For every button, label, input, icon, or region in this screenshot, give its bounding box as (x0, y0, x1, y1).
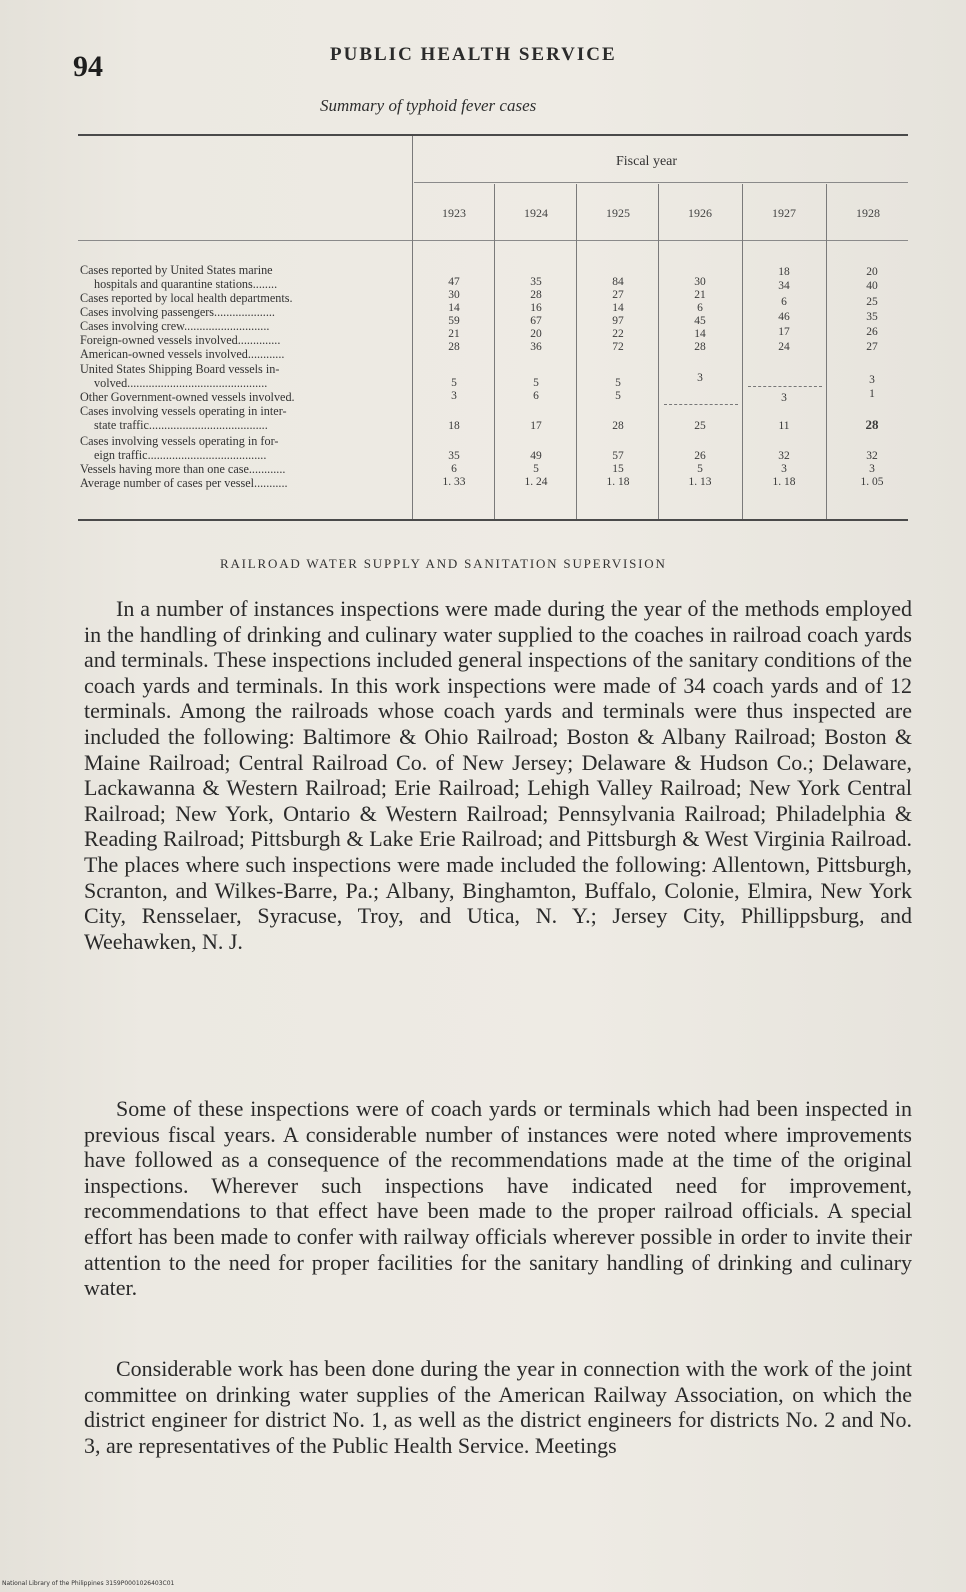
row-label: American-owned vessels involved............ (80, 347, 285, 361)
table-cell: 6 (533, 390, 539, 402)
table-cell: 1. 33 (442, 476, 466, 488)
column-divider (658, 184, 659, 519)
table-bottom-rule (78, 519, 908, 521)
table-cell: 15 (612, 463, 624, 475)
table-cell: 49 (530, 450, 542, 462)
table-cell: 59 (448, 315, 460, 327)
page-number: 94 (73, 50, 103, 83)
table-cell: 28 (530, 289, 542, 301)
table-cell: 26 (694, 450, 706, 462)
year-header: 1924 (524, 206, 548, 220)
table-cell: 5 (533, 463, 539, 475)
table-cell: 32 (778, 450, 790, 462)
table-cell: 35 (866, 311, 878, 323)
table-cell: 28 (448, 341, 460, 353)
body-paragraph: Some of these inspections were of coach yards or terminals which had been inspected in previous fiscal years. A considerable number of instances were noted where improvements have followed as a consequence of the recommendations made at the time of the original inspections. Wherever such inspections have indicated need for improvement, recommendations to that effect have been made to the proper railroad officials. A special effort has been made to confer with railway officials wherever possible in order to invite their attention to the need for proper facilities for the sanitary handling of drinking and culinary water. (84, 1096, 912, 1301)
table-cell: 20 (866, 266, 878, 278)
row-label: Other Government-owned vessels involved. (80, 390, 295, 404)
table-cell: 35 (530, 276, 542, 288)
row-label: Cases reported by local health departments. (80, 291, 293, 305)
empty-cell-dashes (748, 386, 822, 387)
table-cell: 5 (697, 463, 703, 475)
table-cell: 84 (612, 276, 624, 288)
column-divider (412, 136, 413, 519)
row-label: Foreign-owned vessels involved.............. (80, 333, 281, 347)
table-cell: 28 (694, 341, 706, 353)
table-cell: 21 (448, 328, 460, 340)
table-cell: 35 (448, 450, 460, 462)
table-cell: 30 (448, 289, 460, 301)
table-cell: 5 (451, 377, 457, 389)
table-top-rule (78, 134, 908, 136)
scan-watermark: National Library of the Philippines 3159P0001026403C01 (2, 1580, 175, 1587)
table-title: Summary of typhoid fever cases (320, 96, 537, 115)
row-label: Average number of cases per vessel........... (80, 476, 288, 490)
table-cell: 18 (448, 420, 460, 432)
header-rule-2 (78, 240, 908, 241)
table-cell: 14 (612, 302, 624, 314)
table-cell: 3 (869, 374, 875, 386)
table-cell: 30 (694, 276, 706, 288)
table-cell: 3 (869, 463, 875, 475)
table-cell: 97 (612, 315, 624, 327)
year-header: 1928 (856, 206, 880, 220)
table-cell: 22 (612, 328, 624, 340)
table-cell: 67 (530, 315, 542, 327)
table-cell: 25 (866, 296, 878, 308)
table-cell: 20 (530, 328, 542, 340)
table-cell: 14 (448, 302, 460, 314)
table-cell: 5 (615, 390, 621, 402)
section-heading: RAILROAD WATER SUPPLY AND SANITATION SUPERVISION (220, 556, 667, 571)
table-cell: 5 (615, 377, 621, 389)
body-paragraph: In a number of instances inspections were made during the year of the methods employed in the handling of drinking and culinary water supplied to the coaches in railroad coach yards and terminals. These inspections included general inspections of the sanitary conditions of the coach yards and terminals. In this work inspections were made of 34 coach yards and of 12 terminals. Among the railroads whose coach yards and terminals were thus inspected are included the following: Baltimore & Ohio Railroad; Boston & Albany Railroad; Boston & Maine Railroad; Central Railroad Co. of New Jersey; Delaware & Hudson Co.; Delaware, Lackawanna & Western Railroad; Erie Railroad; Lehigh Valley Railroad; New York Central Railroad; New York, Ontario & Western Railroad; Pennsylvania Railroad; Philadelphia & Reading Railroad; Pittsburgh & Lake Erie Railroad; and Pittsburgh & West Virginia Railroad. The places where such inspections were made included the following: Allentown, Pittsburgh, Scranton, and Wilkes-Barre, Pa.; Albany, Binghamton, Buffalo, Colonie, Elmira, New York City, Rensselaer, Syracuse, Troy, and Utica, N. Y.; Jersey City, Phillippsburg, and Weehawken, N. J. (84, 596, 912, 954)
table-cell: 3 (451, 390, 457, 402)
table-cell: 1. 18 (772, 476, 796, 488)
year-header: 1926 (688, 206, 712, 220)
table-cell: 72 (612, 341, 624, 353)
table-cell: 46 (778, 311, 790, 323)
table-cell: 45 (694, 315, 706, 327)
table-cell: 34 (778, 280, 790, 292)
column-divider (742, 184, 743, 519)
column-divider (576, 184, 577, 519)
table-cell: 6 (697, 302, 703, 314)
body-paragraph: Considerable work has been done during the year in connection with the work of the joint committee on drinking water supplies of the American Railway Association, on which the district engineer for district No. 1, as well as the district engineers for districts No. 2 and No. 3, are representatives of the Public Health Service. Meetings (84, 1356, 912, 1458)
table-cell: 26 (866, 326, 878, 338)
table-cell: 17 (778, 326, 790, 338)
table-cell: 40 (866, 280, 878, 292)
table-cell: 1. 24 (524, 476, 548, 488)
empty-cell-dashes (664, 404, 738, 405)
table-cell: 1. 18 (606, 476, 630, 488)
table-cell: 3 (781, 392, 787, 404)
row-label: Cases involving vessels operating in inter- state traffic....................................... (80, 404, 287, 432)
table-cell: 17 (530, 420, 542, 432)
table-cell: 18 (778, 266, 790, 278)
table-cell: 32 (866, 450, 878, 462)
row-label: Vessels having more than one case............ (80, 462, 286, 476)
table-cell: 1 (869, 388, 875, 400)
table-cell: 1. 05 (860, 476, 884, 488)
running-head: PUBLIC HEALTH SERVICE (330, 44, 617, 65)
table-cell: 28 (865, 417, 879, 432)
row-label: Cases reported by United States marine hospitals and quarantine stations........ (80, 263, 278, 291)
table-cell: 16 (530, 302, 542, 314)
table-cell: 3 (697, 372, 703, 384)
table-cell: 47 (448, 276, 460, 288)
table-cell: 24 (778, 341, 790, 353)
column-divider (826, 184, 827, 519)
table-cell: 3 (781, 463, 787, 475)
header-rule-1 (414, 182, 908, 183)
table-cell: 6 (781, 296, 787, 308)
table-cell: 25 (694, 420, 706, 432)
column-divider (494, 184, 495, 519)
table-cell: 57 (612, 450, 624, 462)
table-cell: 36 (530, 341, 542, 353)
table-cell: 27 (612, 289, 624, 301)
table-cell: 5 (533, 377, 539, 389)
year-header: 1927 (772, 206, 796, 220)
table-cell: 11 (778, 420, 790, 432)
fiscal-year-header: Fiscal year (616, 154, 678, 169)
table-cell: 27 (866, 341, 878, 353)
table-cell: 14 (694, 328, 706, 340)
row-label: United States Shipping Board vessels in- volved.............................................. (80, 362, 280, 390)
row-label: Cases involving crew............................ (80, 319, 270, 333)
year-header: 1923 (442, 206, 466, 220)
row-label: Cases involving passengers.................... (80, 305, 275, 319)
table-cell: 6 (451, 463, 457, 475)
year-header: 1925 (606, 206, 630, 220)
table-cell: 21 (694, 289, 706, 301)
row-label: Cases involving vessels operating in for- eign traffic....................................... (80, 434, 279, 462)
table-cell: 28 (612, 420, 624, 432)
table-cell: 1. 13 (688, 476, 712, 488)
